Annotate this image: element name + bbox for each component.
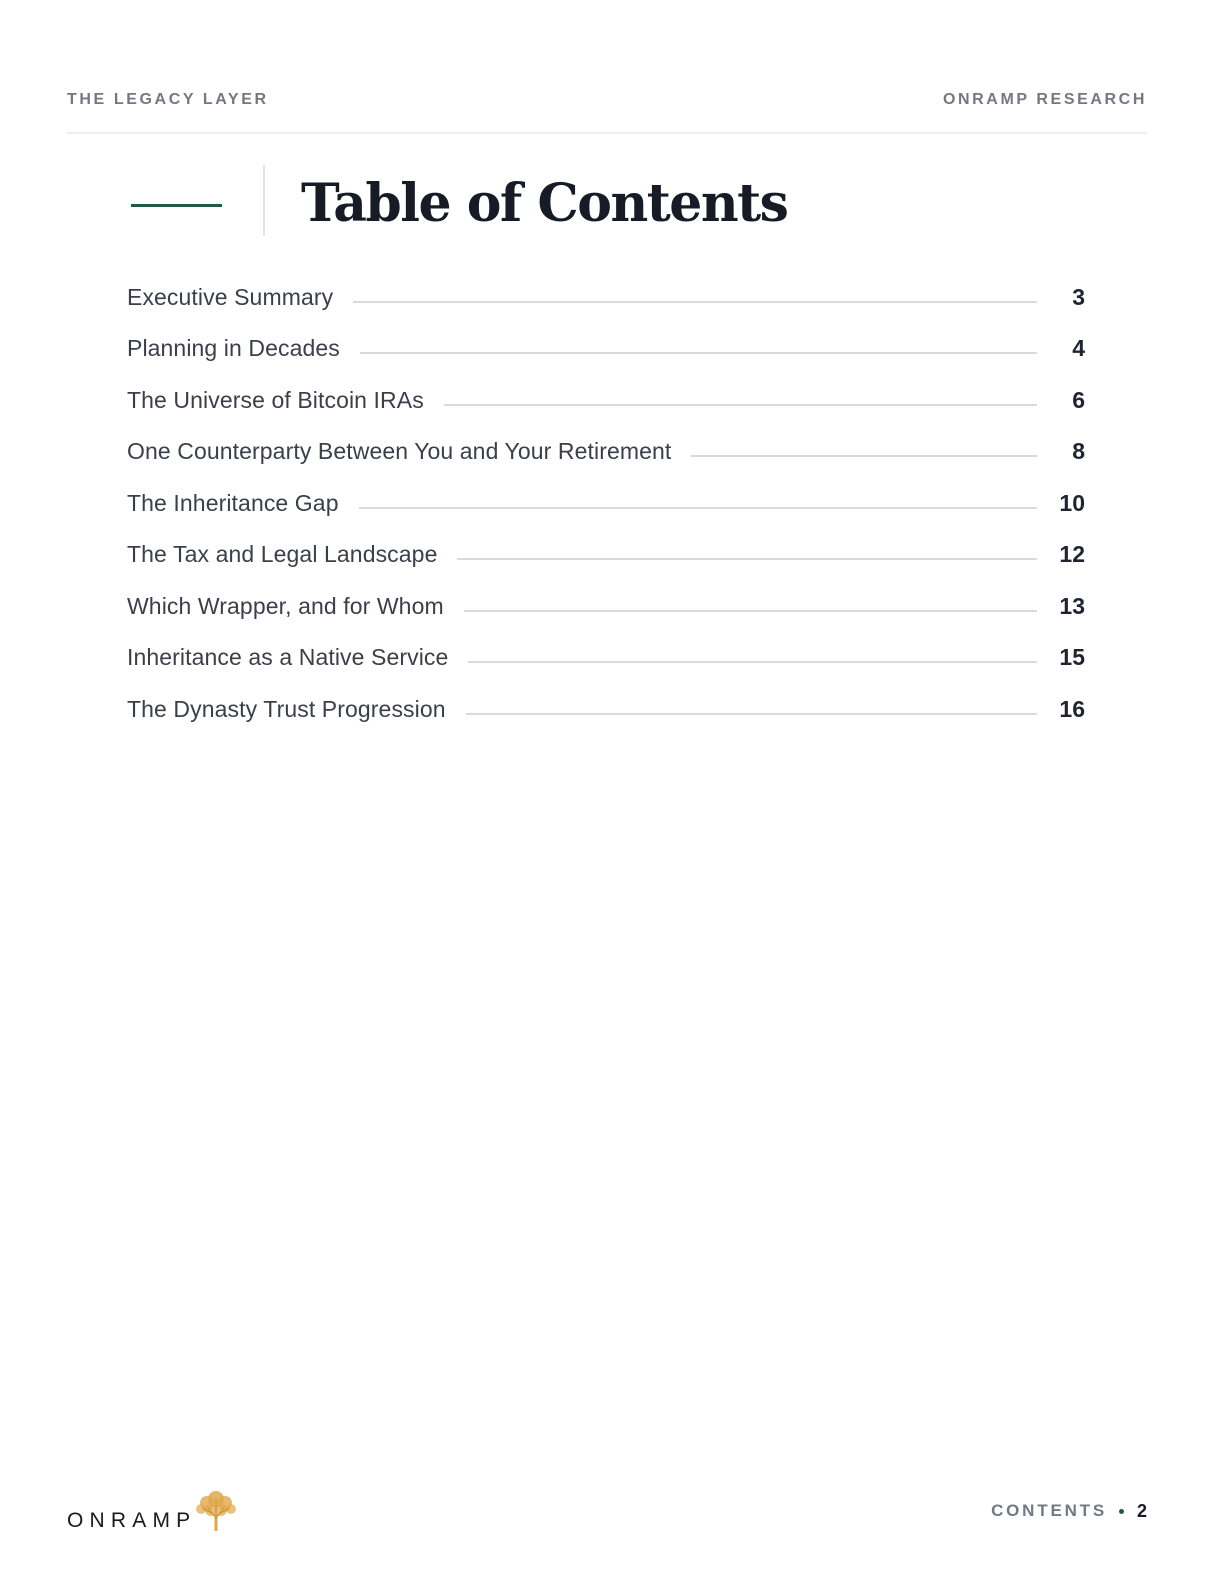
toc-leader-line — [359, 507, 1037, 509]
toc-leader-line — [466, 713, 1037, 715]
toc-leader-line — [691, 455, 1037, 457]
page-header — [67, 90, 1147, 134]
toc-entry-label[interactable]: One Counterparty Between You and Your Retirement — [127, 438, 672, 464]
footer-page-number: 2 — [1136, 1501, 1147, 1521]
toc-entry-page[interactable]: 8 — [1072, 438, 1085, 464]
onramp-logo — [67, 1488, 267, 1534]
tree-icon — [193, 1488, 239, 1532]
toc-entry-label[interactable]: The Dynasty Trust Progression — [127, 695, 446, 722]
header-publisher: ONRAMP RESEARCH — [942, 91, 1147, 108]
toc-entry-label[interactable]: Inheritance as a Native Service — [127, 644, 449, 670]
page-footer — [991, 1500, 1147, 1522]
page-title: Table of Contents — [301, 173, 788, 234]
toc-entry-page[interactable]: 12 — [1059, 541, 1085, 567]
footer-section-name: CONTENTS — [991, 1501, 1107, 1520]
toc-entry[interactable] — [127, 523, 1085, 575]
toc-entry[interactable] — [127, 677, 1085, 729]
toc-leader-line — [457, 558, 1037, 560]
toc-leader-line — [353, 301, 1037, 303]
toc-leader-line — [360, 352, 1037, 354]
toc-entry-label[interactable]: Which Wrapper, and for Whom — [127, 592, 444, 619]
toc-entry-label[interactable]: The Universe of Bitcoin IRAs — [127, 386, 424, 413]
toc-entry-page[interactable]: 15 — [1059, 644, 1085, 670]
toc-entry-label[interactable]: The Inheritance Gap — [127, 489, 339, 516]
toc-entry[interactable] — [127, 471, 1085, 523]
toc-title-block — [131, 165, 931, 237]
toc-entry[interactable] — [127, 368, 1085, 420]
toc-entry-page[interactable]: 3 — [1072, 283, 1085, 310]
toc-entry[interactable] — [127, 574, 1085, 626]
title-accent-rule — [131, 204, 222, 207]
toc-entry-page[interactable]: 4 — [1072, 335, 1085, 361]
toc-entry-page[interactable]: 16 — [1059, 695, 1085, 722]
toc-entry-page[interactable]: 10 — [1059, 489, 1085, 516]
toc-entry[interactable] — [127, 626, 1085, 678]
toc-entry[interactable] — [127, 420, 1085, 472]
toc-entry-label[interactable]: Executive Summary — [127, 283, 334, 310]
toc-entry[interactable] — [127, 265, 1085, 317]
toc-entry[interactable] — [127, 317, 1085, 369]
toc-leader-line — [444, 404, 1037, 406]
toc-leader-line — [468, 661, 1037, 663]
toc-entry-page[interactable]: 6 — [1072, 386, 1085, 413]
toc-entry-label[interactable]: Planning in Decades — [127, 335, 340, 361]
table-of-contents — [127, 265, 1085, 729]
toc-entry-page[interactable]: 13 — [1059, 592, 1085, 619]
footer-separator-dot — [1119, 1509, 1124, 1514]
toc-entry-label[interactable]: The Tax and Legal Landscape — [127, 541, 438, 567]
toc-leader-line — [464, 610, 1037, 612]
title-divider — [263, 165, 265, 236]
header-doc-title: THE LEGACY LAYER — [67, 91, 269, 108]
logo-wordmark: ONRAMP — [67, 1509, 197, 1532]
